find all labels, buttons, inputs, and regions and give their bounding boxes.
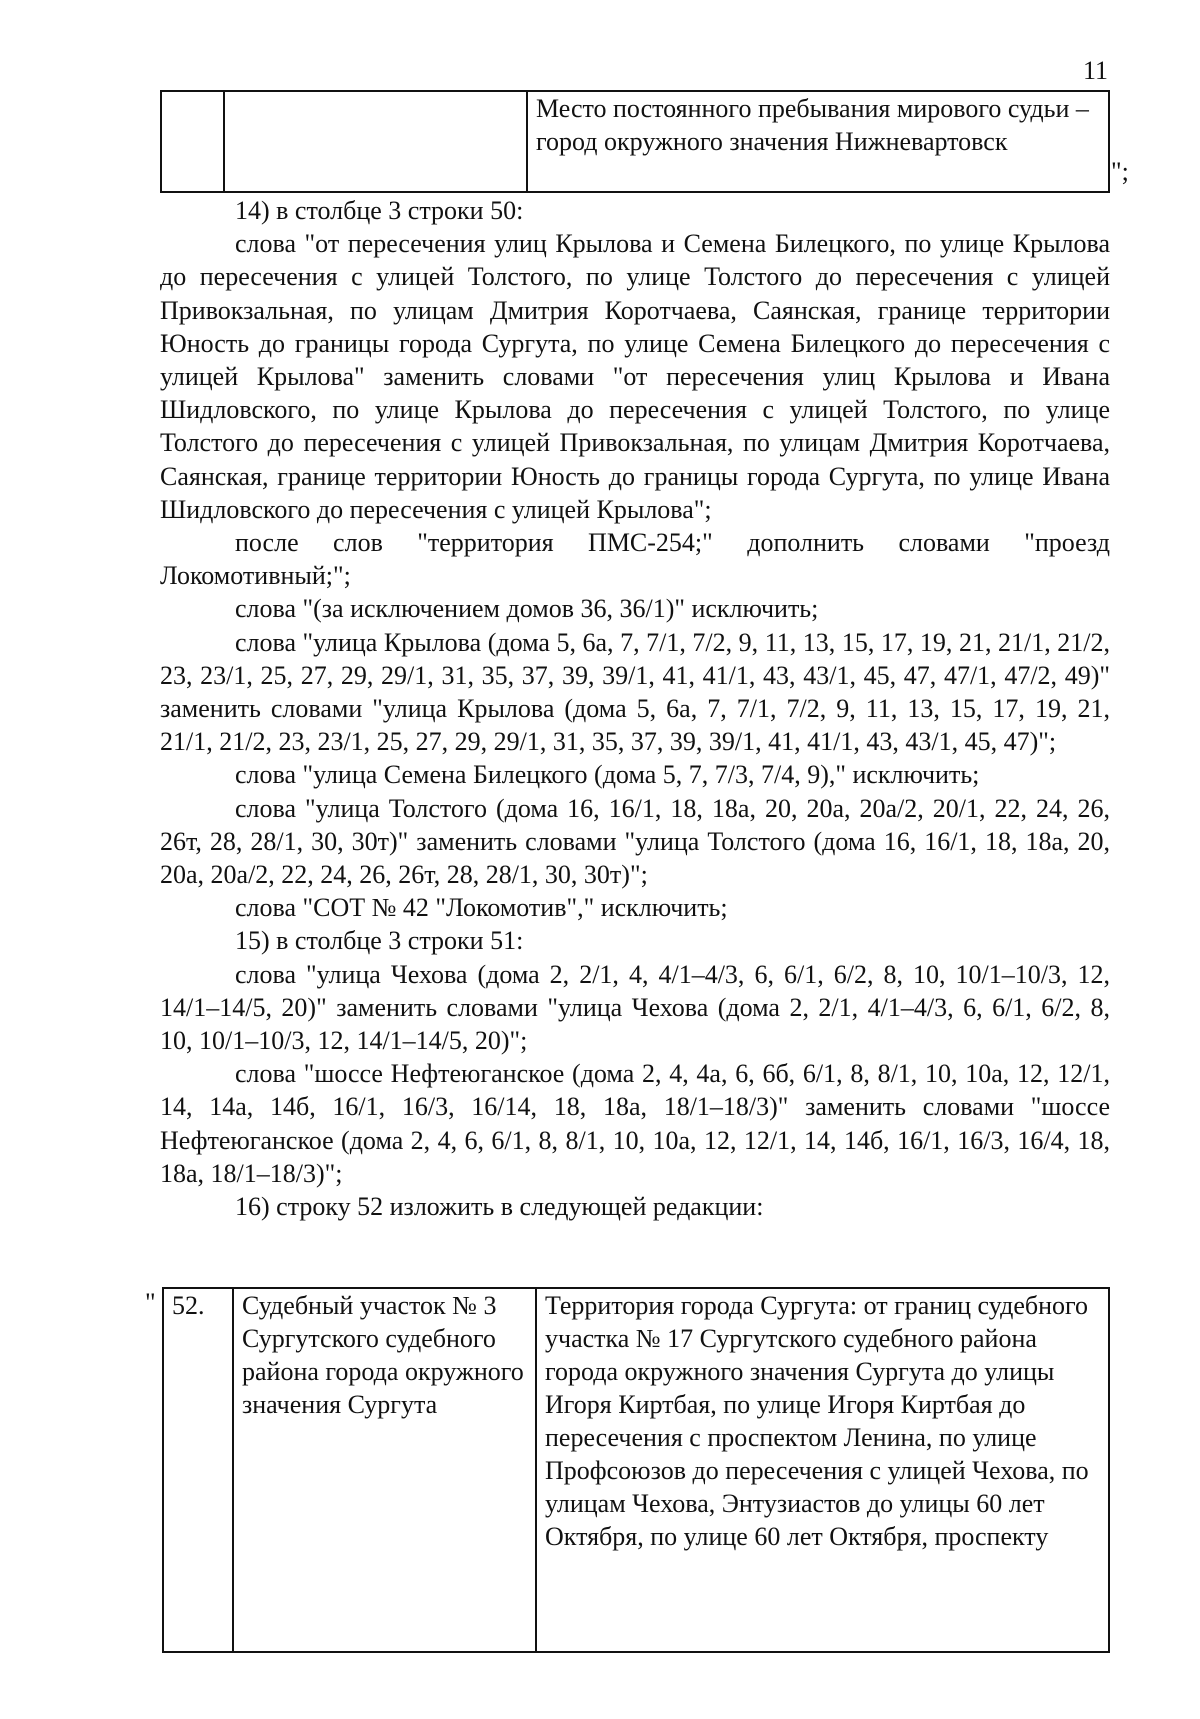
cell-territory: Место постоянного пребывания мирового судьи – город окружного значения Нижневартовск <box>527 91 1109 192</box>
closing-quote: "; <box>1111 157 1129 186</box>
table-row <box>161 91 1109 192</box>
cell-number <box>161 91 224 192</box>
amendment-text <box>160 194 1110 1223</box>
cell-territory: Территория города Сургута: от границ судебного участка № 17 Сургутского судебного района города окружного значения Сургута до улицы Игоря Киртбая, по улице Игоря Киртбая до пересечения с проспектом Ленина, по улице Профсоюзов до пересечения с улицей Чехова, по улицам Чехова, Энтузиастов до улицы 60 лет Октября, по улице 60 лет Октября, проспекту <box>536 1288 1109 1652</box>
paragraph: слова "шоссе Нефтеюганское (дома 2, 4, 4а, 6, 6б, 6/1, 8, 8/1, 10, 10а, 12, 12/1, 14, 14а, 14б, 16/1, 16/3, 16/14, 18, 18а, 18/1–18/3)" заменить словами "шоссе Нефтеюганское (дома 2, 4, 6, 6/1, 8, 8/1, 10, 10а, 12, 12/1, 14, 14б, 16/1, 16/3, 16/4, 18, 18а, 18/1–18/3)"; <box>160 1059 1110 1188</box>
page-number: 11 <box>1082 56 1108 85</box>
paragraph: слова "от пересечения улиц Крылова и Семена Билецкого, по улице Крылова до пересечения с улицей Толстого, по улице Толстого до пересечения с улицей Привокзальная, по улицам Дмитрия Коротчаева, Саянская, границе территории Юность до границы города Сургута, по улице Семена Билецкого до пересечения с улицей Крылова" заменить словами "от пересечения улиц Крылова и Ивана Шидловского, по улице Крылова до пересечения с улицей Толстого, по улице Толстого до пересечения с улицей Привокзальная, по улицам Дмитрия Коротчаева, Саянская, границе территории Юность до границы города Сургута, по улице Ивана Шидловского до пересечения с улицей Крылова"; <box>160 229 1110 524</box>
opening-quote: " <box>145 1288 156 1317</box>
paragraph: 15) в столбце 3 строки 51: <box>235 926 524 956</box>
cell-number: 52. <box>163 1288 233 1652</box>
paragraph: слова "(за исключением домов 36, 36/1)" исключить; <box>235 594 819 624</box>
paragraph: слова "улица Крылова (дома 5, 6а, 7, 7/1, 7/2, 9, 11, 13, 15, 17, 19, 21, 21/1, 21/2, 23, 23/1, 25, 27, 29, 29/1, 31, 35, 37, 39, 39/1, 41, 41/1, 43, 43/1, 45, 47, 47/1, 47/2, 49)" заменить словами "улица Крылова (дома 5, 6а, 7, 7/1, 7/2, 9, 11, 13, 15, 17, 19, 21, 21/1, 21/2, 23, 23/1, 25, 27, 29, 29/1, 31, 35, 37, 39, 39/1, 41, 41/1, 43, 43/1, 45, 47)"; <box>160 627 1110 757</box>
top-table <box>160 90 1110 193</box>
paragraph: 14) в столбце 3 строки 50: <box>235 196 524 225</box>
bottom-table <box>162 1287 1110 1653</box>
paragraph: 16) строку 52 изложить в следующей редакции: <box>235 1192 764 1222</box>
paragraph: слова "СОТ № 42 "Локомотив"," исключить; <box>235 893 728 923</box>
cell-court: Судебный участок № 3 Сургутского судебного района города окружного значения Сургута <box>233 1288 536 1652</box>
cell-court <box>224 91 527 192</box>
paragraph: слова "улица Семена Билецкого (дома 5, 7, 7/3, 7/4, 9)," исключить; <box>235 760 980 790</box>
paragraph: после слов "территория ПМС-254;" дополнить словами "проезд Локомотивный;"; <box>160 528 1110 591</box>
paragraph: слова "улица Толстого (дома 16, 16/1, 18, 18а, 20, 20а, 20а/2, 20/1, 22, 24, 26, 26т, 28, 28/1, 30, 30т)" заменить словами "улица Толстого (дома 16, 16/1, 18, 18а, 20, 20а, 20а/2, 22, 24, 26, 26т, 28, 28/1, 30, 30т)"; <box>160 793 1110 890</box>
paragraph: слова "улица Чехова (дома 2, 2/1, 4, 4/1–4/3, 6, 6/1, 6/2, 8, 10, 10/1–10/3, 12, 14/1–14/5, 20)" заменить словами "улица Чехова (дома 2, 2/1, 4/1–4/3, 6, 6/1, 6/2, 8, 10, 10/1–10/3, 12, 14/1–14/5, 20)"; <box>160 959 1110 1056</box>
table-row <box>163 1288 1109 1652</box>
